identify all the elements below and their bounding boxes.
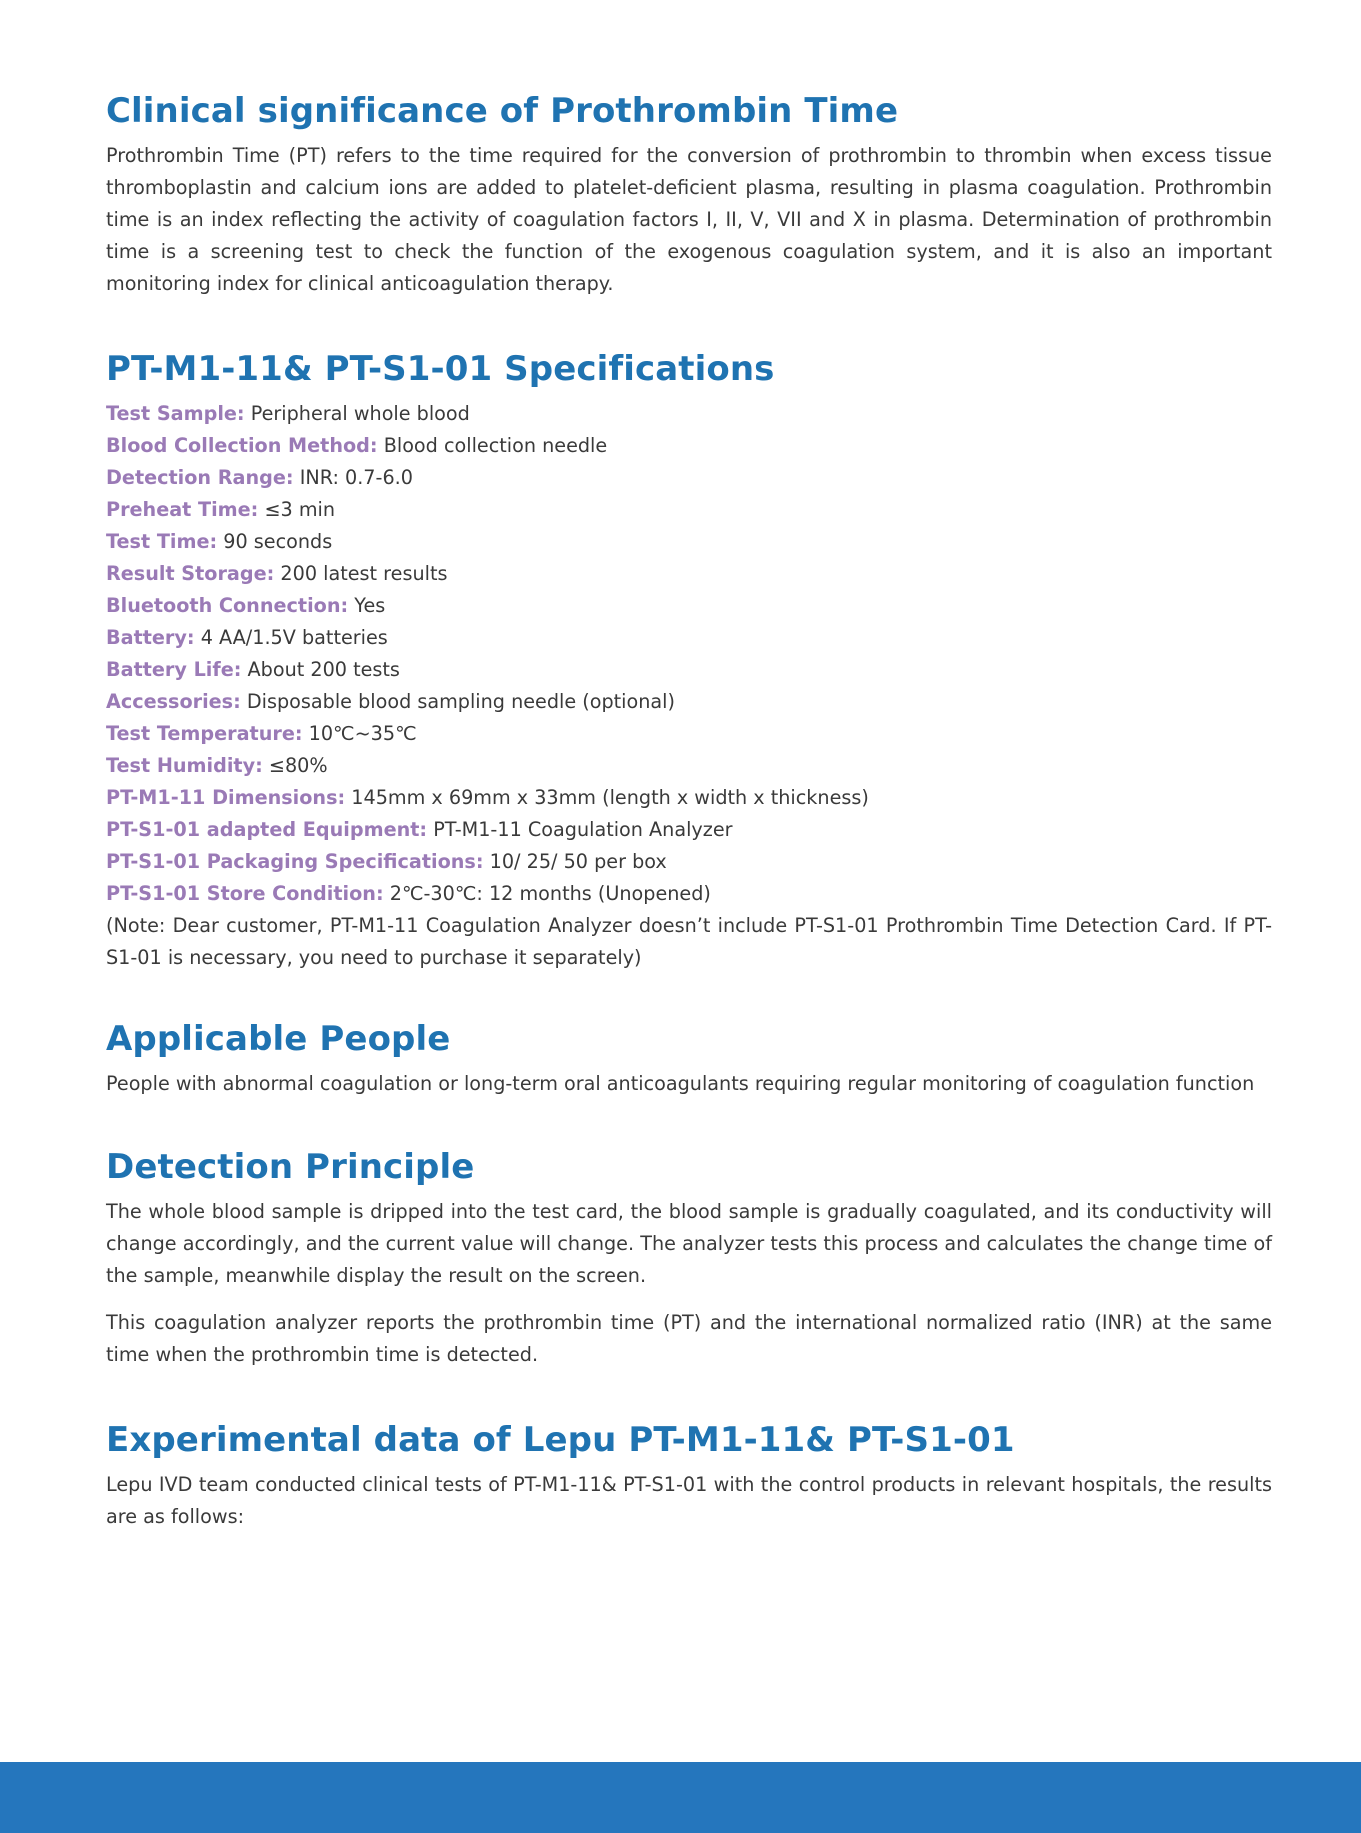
spec-label: Test Sample: [106, 402, 245, 425]
spec-value: 10/ 25/ 50 per box [489, 850, 667, 873]
spec-label: PT-S1-01 Store Condition: [106, 882, 384, 905]
section-paragraph: Prothrombin Time (PT) refers to the time required for the conversion of prothrombin to thrombin when excess tissue thromboplastin and calcium ions are added to platelet-deficient plasma, resulting in plasma coagulation. Prothrombin time is an index reflecting the activity of coagulation factors I, II, V, VII and X in plasma. Determination of prothrombin time is a screening test to check the function of the exogenous coagulation system, and it is also an important monitoring index for clinical anticoagulation therapy. [106, 144, 1272, 295]
spec-row [106, 814, 1272, 846]
spec-list [106, 398, 1272, 910]
spec-value: ≤3 min [264, 498, 336, 521]
spec-value: About 200 tests [247, 658, 400, 681]
spec-label: Preheat Time: [106, 498, 259, 521]
spec-label: Test Humidity: [106, 754, 263, 777]
spec-value: 2℃-30℃: 12 months (Unopened) [389, 882, 711, 905]
section-paragraph: Lepu IVD team conducted clinical tests of PT-M1-11& PT-S1-01 with the control products in relevant hospitals, the results are as follows: [106, 1473, 1272, 1528]
section-experimental-data [106, 1417, 1272, 1533]
section-applicable-people [106, 1016, 1272, 1100]
spec-row [106, 686, 1272, 718]
section-paragraph: The whole blood sample is dripped into the test card, the blood sample is gradually coagulated, and its conductivity will change accordingly, and the current value will change. The analyzer tests this process and calculates the change time of the sample, meanwhile display the result on the screen. [106, 1200, 1272, 1287]
spec-label: Blood Collection Method: [106, 434, 378, 457]
footer-bar [0, 1762, 1361, 1833]
spec-row [106, 654, 1272, 686]
spec-row [106, 878, 1272, 910]
spec-value: 200 latest results [280, 562, 448, 585]
spec-row [106, 526, 1272, 558]
spec-value: Peripheral whole blood [250, 402, 470, 425]
spec-value: 145mm x 69mm x 33mm (length x width x thickness) [351, 786, 869, 809]
spec-value: INR: 0.7-6.0 [299, 466, 413, 489]
spec-label: Battery: [106, 626, 195, 649]
spec-row [106, 718, 1272, 750]
section-paragraph: People with abnormal coagulation or long-term oral anticoagulants requiring regular monitoring of coagulation function [106, 1072, 1255, 1095]
spec-label: Result Storage: [106, 562, 275, 585]
spec-row [106, 558, 1272, 590]
spec-label: Battery Life: [106, 658, 242, 681]
spec-row [106, 398, 1272, 430]
spec-value: Yes [354, 594, 386, 617]
section-specifications [106, 346, 1272, 974]
document-body [106, 88, 1272, 1533]
section-title: Experimental data of Lepu PT-M1-11& PT-S1-01 [106, 1420, 1015, 1460]
spec-label: Test Temperature: [106, 722, 303, 745]
spec-row [106, 590, 1272, 622]
spec-value: 4 AA/1.5V batteries [200, 626, 388, 649]
spec-value: Blood collection needle [383, 434, 608, 457]
section-title: Clinical significance of Prothrombin Time [106, 91, 899, 131]
spec-note: (Note: Dear customer, PT-M1-11 Coagulation Analyzer doesn’t include PT-S1-01 Prothrombin Time Detection Card. If PT-S1-01 is necessary, you need to purchase it separately) [106, 914, 1272, 969]
spec-value: 90 seconds [223, 530, 333, 553]
spec-row [106, 782, 1272, 814]
spec-label: PT-M1-11 Dimensions: [106, 786, 346, 809]
spec-label: PT-S1-01 Packaging Specifications: [106, 850, 484, 873]
spec-label: Test Time: [106, 530, 218, 553]
section-paragraph: This coagulation analyzer reports the prothrombin time (PT) and the international normalized ratio (INR) at the same time when the prothrombin time is detected. [106, 1311, 1272, 1366]
section-title: Applicable People [106, 1019, 451, 1059]
section-title: Detection Principle [106, 1147, 475, 1187]
section-clinical-significance [106, 88, 1272, 300]
spec-value: 10℃~35℃ [308, 722, 417, 745]
section-detection-principle [106, 1144, 1272, 1371]
spec-row [106, 622, 1272, 654]
spec-row [106, 494, 1272, 526]
spec-row [106, 462, 1272, 494]
spec-row [106, 750, 1272, 782]
spec-label: Accessories: [106, 690, 241, 713]
spec-row [106, 430, 1272, 462]
spec-value: Disposable blood sampling needle (optional) [246, 690, 675, 713]
spec-label: Detection Range: [106, 466, 294, 489]
section-title: PT-M1-11& PT-S1-01 Specifications [106, 349, 775, 389]
spec-value: ≤80% [268, 754, 328, 777]
spec-value: PT-M1-11 Coagulation Analyzer [433, 818, 733, 841]
spec-row [106, 846, 1272, 878]
spec-label: PT-S1-01 adapted Equipment: [106, 818, 428, 841]
spec-label: Bluetooth Connection: [106, 594, 349, 617]
